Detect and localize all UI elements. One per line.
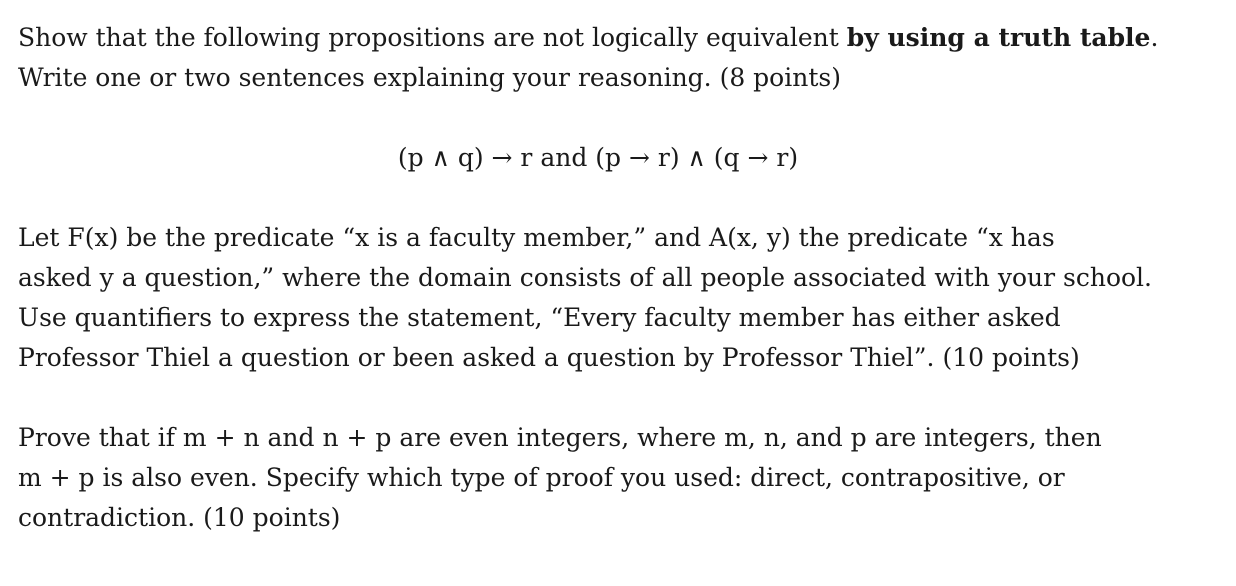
problem-1-period: . (1150, 23, 1159, 52)
problem-3 (18, 418, 1218, 538)
problem-3-line-1: Prove that if m + n and n + p are even integers, where m, n, and p are integers, then (18, 423, 1102, 452)
problem-2-line-2: asked y a question,” where the domain consists of all people associated with your school. (18, 263, 1152, 292)
problem-2-line-3: Use quantifiers to express the statement, “Every faculty member has either asked (18, 303, 1061, 332)
problem-2-line-1: Let F(x) be the predicate “x is a faculty member,” and A(x, y) the predicate “x has (18, 223, 1055, 252)
problem-1 (18, 18, 1218, 98)
problem-1-line-1 (18, 18, 1218, 58)
problem-3-line-3: contradiction. (10 points) (18, 503, 341, 532)
problem-1-formula: (p ∧ q) → r and (p → r) ∧ (q → r) (397, 143, 799, 172)
problem-1-text: Show that the following propositions are not logically equivalent (18, 23, 847, 52)
problem-2 (18, 218, 1218, 378)
problem-3-line-2: m + p is also even. Specify which type of proof you used: direct, contrapositive, or (18, 463, 1065, 492)
problem-1-line-2: Write one or two sentences explaining your reasoning. (8 points) (18, 63, 841, 92)
problem-1-emphasis: by using a truth table (846, 23, 1151, 52)
problem-2-line-4: Professor Thiel a question or been asked a question by Professor Thiel”. (10 points) (18, 343, 1080, 372)
problem-document (18, 18, 1218, 538)
paragraph-gap (18, 378, 1218, 418)
